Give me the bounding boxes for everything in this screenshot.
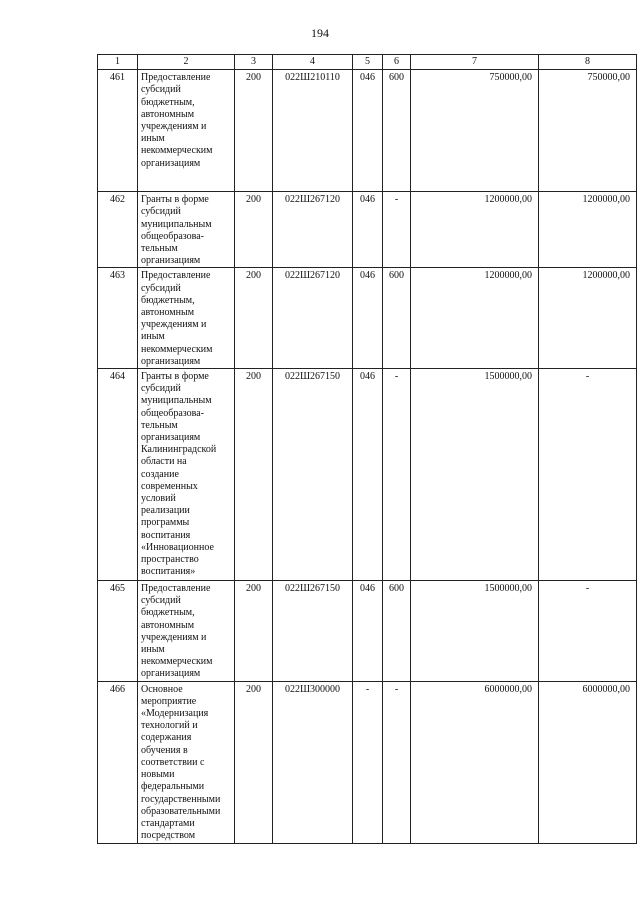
item-name: Предоставление субсидий бюджетным, автономным учреждениям и иным некоммерческим организациям xyxy=(138,581,235,682)
target-article: 022Ш267120 xyxy=(273,192,353,268)
target-article: 022Ш267120 xyxy=(273,268,353,369)
section-code: 046 xyxy=(353,70,383,192)
table-row xyxy=(98,268,637,369)
item-name: Предоставление субсидий бюджетным, автономным учреждениям и иным некоммерческим организациям xyxy=(138,70,235,192)
table-row xyxy=(98,192,637,268)
row-number: 465 xyxy=(98,581,138,682)
amount-1: 1500000,00 xyxy=(411,369,539,581)
header-cell: 4 xyxy=(273,55,353,70)
chapter-code: 200 xyxy=(235,681,273,843)
expense-type: 600 xyxy=(383,581,411,682)
table-row xyxy=(98,681,637,843)
row-number: 464 xyxy=(98,369,138,581)
header-cell: 7 xyxy=(411,55,539,70)
section-code: 046 xyxy=(353,268,383,369)
amount-2: 1200000,00 xyxy=(539,268,637,369)
amount-2: 6000000,00 xyxy=(539,681,637,843)
chapter-code: 200 xyxy=(235,70,273,192)
expense-type: - xyxy=(383,369,411,581)
row-number: 461 xyxy=(98,70,138,192)
item-name: Гранты в форме субсидий муниципальным общеобразова- тельным организациям xyxy=(138,192,235,268)
expense-type: - xyxy=(383,192,411,268)
target-article: 022Ш267150 xyxy=(273,581,353,682)
item-name: Предоставление субсидий бюджетным, автономным учреждениям и иным некоммерческим организациям xyxy=(138,268,235,369)
row-number: 466 xyxy=(98,681,138,843)
table-header-row xyxy=(98,55,637,70)
chapter-code: 200 xyxy=(235,581,273,682)
chapter-code: 200 xyxy=(235,369,273,581)
amount-1: 6000000,00 xyxy=(411,681,539,843)
item-name: Основное мероприятие «Модернизация технологий и содержания обучения в соответствии с новыми федеральными государственными образовательными стандартами посредством xyxy=(138,681,235,843)
target-article: 022Ш300000 xyxy=(273,681,353,843)
amount-2: 1200000,00 xyxy=(539,192,637,268)
chapter-code: 200 xyxy=(235,192,273,268)
chapter-code: 200 xyxy=(235,268,273,369)
expense-type: 600 xyxy=(383,268,411,369)
amount-1: 1500000,00 xyxy=(411,581,539,682)
table-row xyxy=(98,581,637,682)
amount-2: - xyxy=(539,581,637,682)
page-number: 194 xyxy=(311,26,329,40)
amount-2: - xyxy=(539,369,637,581)
header-cell: 3 xyxy=(235,55,273,70)
row-number: 463 xyxy=(98,268,138,369)
expense-type: - xyxy=(383,681,411,843)
table-row xyxy=(98,369,637,581)
budget-table xyxy=(97,54,637,844)
table-row xyxy=(98,70,637,192)
header-cell: 2 xyxy=(138,55,235,70)
section-code: 046 xyxy=(353,369,383,581)
target-article: 022Ш267150 xyxy=(273,369,353,581)
row-number: 462 xyxy=(98,192,138,268)
header-cell: 6 xyxy=(383,55,411,70)
header-cell: 8 xyxy=(539,55,637,70)
header-cell: 1 xyxy=(98,55,138,70)
section-code: 046 xyxy=(353,192,383,268)
amount-1: 750000,00 xyxy=(411,70,539,192)
expense-type: 600 xyxy=(383,70,411,192)
header-cell: 5 xyxy=(353,55,383,70)
target-article: 022Ш210110 xyxy=(273,70,353,192)
amount-2: 750000,00 xyxy=(539,70,637,192)
amount-1: 1200000,00 xyxy=(411,192,539,268)
section-code: 046 xyxy=(353,581,383,682)
amount-1: 1200000,00 xyxy=(411,268,539,369)
item-name: Гранты в форме субсидий муниципальным общеобразова- тельным организациям Калининградской области на создание современных условий реализации программы воспитания «Инновационное пространство воспитания» xyxy=(138,369,235,581)
section-code: - xyxy=(353,681,383,843)
